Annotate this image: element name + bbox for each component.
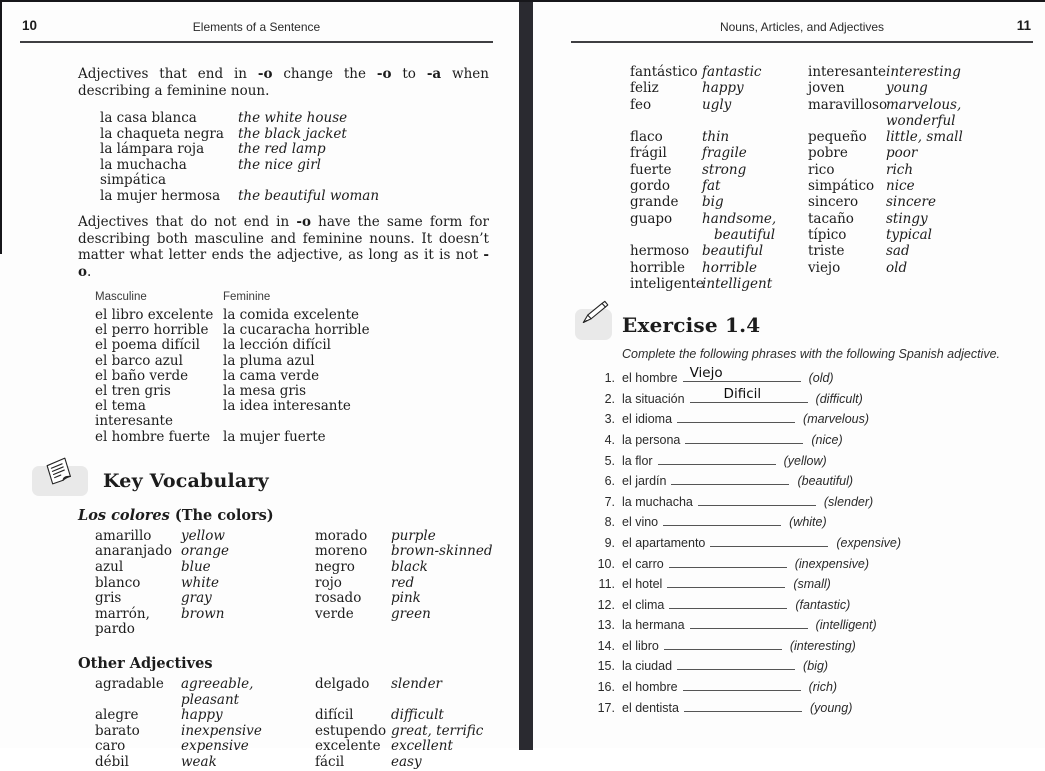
spanish-text: la muchacha simpática bbox=[100, 156, 187, 188]
paragraph-segment: -a bbox=[426, 66, 442, 82]
item-hint: (interesting) bbox=[789, 638, 856, 653]
example-row bbox=[100, 189, 493, 205]
gender-row bbox=[95, 338, 493, 353]
example-row bbox=[100, 158, 493, 189]
gender-table-rows bbox=[95, 308, 493, 445]
masculine-cell: el poema difícil bbox=[95, 337, 200, 354]
spanish-word: caro bbox=[95, 738, 126, 755]
answer-blank[interactable] bbox=[669, 554, 787, 568]
english-word: ugly bbox=[702, 96, 732, 113]
paragraph-segment: -o bbox=[376, 66, 392, 82]
item-phrase: el clima bbox=[622, 597, 665, 612]
spanish-word: pequeño bbox=[808, 129, 867, 146]
item-phrase: el idioma bbox=[622, 412, 673, 427]
page-number: 10 bbox=[22, 18, 38, 33]
spanish-word: pobre bbox=[808, 145, 848, 162]
item-hint: (expensive) bbox=[836, 535, 902, 550]
paragraph-segment: change the bbox=[272, 66, 377, 82]
item-number: 17. bbox=[597, 700, 615, 715]
gender-row bbox=[95, 369, 493, 384]
spanish-word: maravilloso bbox=[808, 96, 888, 113]
spanish-word: rico bbox=[808, 161, 835, 178]
answer-blank[interactable] bbox=[667, 574, 785, 588]
answer-blank[interactable] bbox=[690, 385, 808, 403]
spanish-word: triste bbox=[808, 243, 845, 260]
english-word: green bbox=[391, 605, 431, 622]
example-row bbox=[100, 111, 493, 127]
masculine-cell: el libro excelente bbox=[95, 307, 214, 323]
gender-table bbox=[95, 291, 493, 445]
exercise-item bbox=[589, 385, 1033, 410]
paragraph-segment: Adjectives that do not end in bbox=[78, 214, 297, 230]
spanish-word: simpático bbox=[808, 178, 875, 195]
exercise-item bbox=[589, 615, 1033, 636]
english-word: slender bbox=[391, 675, 443, 692]
spanish-word: azul bbox=[95, 559, 124, 576]
exercise-item bbox=[589, 471, 1033, 492]
answer-blank[interactable] bbox=[684, 698, 802, 712]
english-word: rich bbox=[886, 161, 914, 178]
exercise-item bbox=[589, 656, 1033, 677]
spanish-word: inteligente bbox=[630, 275, 704, 292]
feminine-cell: la idea interesante bbox=[223, 398, 351, 415]
english-word: weak bbox=[181, 753, 217, 770]
item-hint: (rich) bbox=[808, 680, 838, 695]
answer-blank[interactable] bbox=[710, 533, 828, 547]
item-number: 8. bbox=[604, 515, 615, 530]
item-phrase: la ciudad bbox=[622, 659, 673, 674]
english-word: fantastic bbox=[702, 64, 762, 80]
answer-blank[interactable] bbox=[683, 677, 801, 691]
english-word: orange bbox=[181, 543, 229, 560]
spanish-word bbox=[630, 227, 702, 243]
item-phrase: el hombre bbox=[622, 371, 678, 386]
exercise-item bbox=[589, 595, 1033, 616]
english-word: expensive bbox=[181, 738, 249, 755]
spanish-word: barato bbox=[95, 722, 140, 739]
exercise-item bbox=[589, 698, 1033, 719]
item-hint: (inexpensive) bbox=[794, 556, 870, 571]
masculine-cell: el baño verde bbox=[95, 367, 189, 384]
gender-row bbox=[95, 399, 493, 429]
answer-blank[interactable] bbox=[690, 615, 808, 629]
masculine-cell: el hombre fuerte bbox=[95, 428, 211, 445]
item-number: 4. bbox=[604, 432, 615, 447]
item-hint: (white) bbox=[789, 515, 827, 530]
english-word: blue bbox=[181, 559, 211, 576]
colors-subtitle-english: (The colors) bbox=[174, 506, 274, 524]
english-word: young bbox=[886, 80, 928, 97]
english-word: little, small bbox=[886, 129, 963, 146]
right-running-head bbox=[571, 14, 1033, 43]
spanish-word: excelente bbox=[315, 738, 381, 755]
paragraph-segment: when describing a feminine noun. bbox=[78, 66, 489, 99]
spanish-word: agradable bbox=[95, 675, 164, 692]
item-number: 15. bbox=[597, 659, 615, 674]
english-translation: the beautiful woman bbox=[238, 187, 380, 204]
exercise-item bbox=[589, 365, 1033, 389]
spanish-word: marrón, pardo bbox=[95, 605, 150, 638]
spanish-word: morado bbox=[315, 527, 368, 544]
english-word: intelligent bbox=[702, 275, 773, 292]
masculine-cell: el barco azul bbox=[95, 352, 183, 369]
exercise-item bbox=[589, 512, 1033, 533]
page-number: 11 bbox=[1016, 18, 1031, 33]
item-number: 2. bbox=[604, 391, 615, 406]
spanish-word: verde bbox=[315, 605, 354, 622]
feminine-cell: la lección difícil bbox=[223, 337, 331, 354]
feminine-cell: la mujer fuerte bbox=[223, 428, 326, 445]
feminine-cell: la comida excelente bbox=[223, 307, 360, 323]
colors-subtitle bbox=[78, 507, 493, 524]
english-word: poor bbox=[886, 145, 918, 162]
gutter-shadow bbox=[519, 2, 533, 750]
item-hint: (beautiful) bbox=[797, 474, 854, 489]
masculine-column-header: Masculine bbox=[95, 291, 147, 303]
item-hint: (big) bbox=[803, 659, 829, 674]
item-phrase: el hombre bbox=[622, 680, 678, 695]
spanish-word: difícil bbox=[315, 707, 354, 724]
item-number: 6. bbox=[604, 474, 615, 489]
item-number: 11. bbox=[598, 577, 615, 592]
english-word: sincere bbox=[886, 194, 936, 211]
answer-blank[interactable] bbox=[698, 492, 816, 506]
exercise-title: Exercise 1.4 bbox=[622, 312, 761, 337]
spanish-word: joven bbox=[808, 80, 845, 97]
english-word: difficult bbox=[391, 707, 444, 724]
exercise-item bbox=[589, 409, 1033, 430]
english-word: typical bbox=[886, 226, 932, 243]
right-page bbox=[533, 2, 1045, 750]
spanish-word bbox=[808, 276, 886, 292]
masculine-cell: el perro horrible bbox=[95, 322, 209, 339]
item-phrase: el dentista bbox=[622, 700, 679, 715]
answer-blank[interactable] bbox=[683, 365, 801, 382]
item-phrase: la hermana bbox=[622, 618, 685, 633]
spanish-word: amarillo bbox=[95, 527, 152, 544]
english-translation: the white house bbox=[238, 110, 348, 126]
english-word bbox=[886, 276, 1033, 292]
spanish-word: alegre bbox=[95, 707, 139, 724]
item-hint: (nice) bbox=[811, 432, 843, 447]
english-word: brown-skinned bbox=[391, 543, 493, 560]
paragraph-segment: -o bbox=[296, 214, 311, 230]
spanish-word: feo bbox=[630, 96, 652, 113]
spanish-word: horrible bbox=[630, 259, 685, 276]
spanish-word: hermoso bbox=[630, 243, 690, 260]
colors-subtitle-spanish: Los colores bbox=[78, 506, 170, 524]
english-translation: the red lamp bbox=[238, 141, 326, 157]
key-vocabulary-badge bbox=[32, 466, 88, 496]
left-page bbox=[2, 2, 519, 770]
item-number: 16. bbox=[597, 680, 615, 695]
answer-blank[interactable] bbox=[671, 471, 789, 485]
item-phrase: el hotel bbox=[622, 577, 663, 592]
english-word: happy bbox=[181, 707, 223, 724]
item-hint: (young) bbox=[809, 700, 853, 715]
item-number: 10. bbox=[597, 556, 615, 571]
english-word: handsome, bbox=[702, 210, 777, 227]
running-head-title: Elements of a Sentence bbox=[192, 20, 321, 34]
exercise-item bbox=[589, 492, 1033, 513]
english-word: pink bbox=[391, 590, 421, 607]
english-word: beautiful bbox=[714, 226, 776, 243]
running-head-title: Nouns, Articles, and Adjectives bbox=[719, 20, 885, 34]
spanish-word: rojo bbox=[315, 574, 342, 591]
example-row bbox=[100, 127, 493, 143]
item-hint: (slender) bbox=[823, 494, 874, 509]
paragraph-segment: -o bbox=[257, 66, 273, 82]
answer-blank[interactable] bbox=[677, 656, 795, 670]
item-phrase: el apartamento bbox=[622, 535, 706, 550]
item-number: 13. bbox=[597, 618, 615, 633]
spanish-word: rosado bbox=[315, 590, 362, 607]
notepad-icon bbox=[40, 453, 78, 491]
paragraph-segment: . bbox=[87, 263, 92, 280]
english-word: thin bbox=[702, 129, 730, 146]
english-word: big bbox=[702, 194, 724, 211]
example-row bbox=[100, 142, 493, 158]
item-phrase: el carro bbox=[622, 556, 664, 571]
item-hint: (marvelous) bbox=[803, 412, 870, 427]
feminine-cell: la cama verde bbox=[223, 367, 320, 384]
spanish-text: la lámpara roja bbox=[100, 141, 205, 157]
english-word: fat bbox=[702, 178, 721, 195]
exercise-badge bbox=[575, 309, 612, 340]
spanish-word: estupendo bbox=[315, 722, 387, 739]
item-phrase: la muchacha bbox=[622, 494, 693, 509]
spanish-word: viejo bbox=[808, 259, 841, 276]
spanish-text: la casa blanca bbox=[100, 110, 197, 126]
key-vocabulary-title: Key Vocabulary bbox=[103, 469, 269, 492]
spanish-text: la chaqueta negra bbox=[100, 125, 224, 142]
other-adjectives-table bbox=[95, 677, 493, 771]
exercise-item bbox=[589, 430, 1033, 451]
answer-blank[interactable] bbox=[664, 636, 782, 650]
item-hint: (yellow) bbox=[783, 453, 827, 468]
spanish-word: tacaño bbox=[808, 210, 854, 227]
gender-row bbox=[95, 384, 493, 399]
item-hint: (intelligent) bbox=[815, 618, 877, 633]
english-word: nice bbox=[886, 178, 915, 195]
item-number: 3. bbox=[604, 412, 615, 427]
item-number: 9. bbox=[604, 535, 615, 550]
english-word: black bbox=[391, 559, 428, 576]
exercise-item bbox=[589, 574, 1033, 595]
item-number: 5. bbox=[604, 453, 615, 468]
second-paragraph bbox=[78, 214, 489, 280]
english-word: happy bbox=[702, 80, 744, 97]
item-hint: (fantastic) bbox=[795, 597, 851, 612]
english-translation: the nice girl bbox=[238, 156, 321, 173]
item-phrase: el jardín bbox=[622, 474, 667, 489]
spanish-word: feliz bbox=[630, 80, 659, 97]
english-word: old bbox=[886, 259, 908, 276]
spanish-word: gris bbox=[95, 590, 122, 607]
item-hint: (old) bbox=[808, 371, 834, 386]
english-word: sad bbox=[886, 243, 910, 260]
gender-row bbox=[95, 354, 493, 369]
exercise-section-header bbox=[575, 309, 1033, 340]
english-word: strong bbox=[702, 161, 747, 178]
gender-table-headers bbox=[95, 291, 493, 303]
answer-blank[interactable] bbox=[658, 451, 776, 465]
example-pair-list bbox=[100, 111, 493, 204]
item-phrase: la persona bbox=[622, 432, 681, 447]
typed-answer: Dificil bbox=[723, 385, 762, 402]
masculine-cell: el tema interesante bbox=[95, 398, 173, 430]
english-word: agreeable, pleasant bbox=[181, 675, 254, 708]
item-phrase: la situación bbox=[622, 391, 685, 406]
spanish-word: blanco bbox=[95, 574, 141, 591]
english-word: red bbox=[391, 574, 415, 591]
english-word: gray bbox=[181, 590, 212, 607]
item-number: 14. bbox=[597, 638, 615, 653]
spanish-word: anaranjado bbox=[95, 543, 172, 560]
english-word: beautiful bbox=[702, 243, 764, 260]
spanish-word: flaco bbox=[630, 129, 663, 146]
intro-paragraph bbox=[78, 66, 489, 99]
english-word: horrible bbox=[702, 259, 757, 276]
spanish-word: gordo bbox=[630, 178, 670, 195]
item-number: 7. bbox=[604, 494, 615, 509]
spanish-word: fuerte bbox=[630, 161, 672, 178]
answer-blank[interactable] bbox=[685, 430, 803, 444]
key-vocabulary-section-header bbox=[32, 466, 493, 496]
english-translation: the black jacket bbox=[238, 125, 347, 142]
exercise-item bbox=[589, 554, 1033, 575]
english-word: stingy bbox=[886, 210, 928, 227]
item-phrase: la flor bbox=[622, 453, 653, 468]
feminine-cell: la mesa gris bbox=[223, 383, 307, 400]
spanish-word: negro bbox=[315, 559, 355, 576]
item-number: 1. bbox=[604, 371, 615, 386]
adjective-table bbox=[630, 64, 1033, 292]
item-number: 12. bbox=[597, 597, 615, 612]
spanish-word: sincero bbox=[808, 194, 859, 211]
item-hint: (difficult) bbox=[815, 391, 863, 406]
english-word: inexpensive bbox=[181, 722, 262, 739]
spanish-word: débil bbox=[95, 753, 129, 770]
answer-blank[interactable] bbox=[663, 512, 781, 526]
other-adjectives-subtitle: Other Adjectives bbox=[78, 654, 213, 672]
spanish-word: fácil bbox=[315, 753, 345, 770]
pencil-icon bbox=[576, 296, 610, 332]
masculine-cell: el tren gris bbox=[95, 383, 171, 400]
english-word: yellow bbox=[181, 527, 225, 544]
english-word: great, terrific bbox=[391, 722, 484, 739]
english-word: interesting bbox=[886, 64, 961, 80]
item-phrase: el vino bbox=[622, 515, 659, 530]
left-running-head bbox=[20, 14, 493, 43]
paragraph-segment: -o bbox=[78, 247, 489, 280]
typed-answer: Viejo bbox=[689, 365, 723, 382]
exercise-instructions: Complete the following phrases with the following Spanish adjective. bbox=[622, 347, 1000, 362]
paragraph-segment: to bbox=[391, 66, 427, 82]
paragraph-segment: have the same form for describing both masculine and feminine nouns. It doesn’t matter what letter ends the adjective, as long as it is not bbox=[78, 214, 489, 263]
gender-row bbox=[95, 323, 493, 338]
exercise-item-list bbox=[589, 365, 1033, 718]
spanish-word: fantástico bbox=[630, 64, 698, 80]
english-word: marvelous, wonderful bbox=[886, 96, 962, 129]
exercise-item bbox=[589, 451, 1033, 472]
colors-vocab-table bbox=[95, 529, 493, 638]
paragraph-segment: Adjectives that end in bbox=[78, 66, 258, 82]
english-word: purple bbox=[391, 527, 436, 544]
gender-row bbox=[95, 308, 493, 323]
feminine-cell: la cucaracha horrible bbox=[223, 322, 370, 339]
english-word: easy bbox=[391, 753, 422, 770]
spanish-word: frágil bbox=[630, 145, 667, 162]
exercise-item bbox=[589, 636, 1033, 657]
english-word: white bbox=[181, 574, 219, 591]
answer-blank[interactable] bbox=[669, 595, 787, 609]
spanish-word: interesante bbox=[808, 64, 886, 80]
item-phrase: el libro bbox=[622, 638, 659, 653]
spanish-word: delgado bbox=[315, 675, 370, 692]
spanish-word: moreno bbox=[315, 543, 368, 560]
english-word: brown bbox=[181, 605, 225, 622]
exercise-item bbox=[589, 677, 1033, 698]
answer-blank[interactable] bbox=[677, 409, 795, 423]
spanish-word: típico bbox=[808, 226, 847, 243]
item-hint: (small) bbox=[793, 577, 831, 592]
spanish-word: grande bbox=[630, 194, 679, 211]
english-word: fragile bbox=[702, 145, 747, 162]
feminine-cell: la pluma azul bbox=[223, 352, 315, 369]
exercise-item bbox=[589, 533, 1033, 554]
feminine-column-header: Feminine bbox=[223, 291, 271, 303]
spanish-word: guapo bbox=[630, 210, 673, 227]
english-word: excellent bbox=[391, 738, 453, 755]
spanish-text: la mujer hermosa bbox=[100, 187, 221, 204]
gender-row bbox=[95, 430, 493, 445]
